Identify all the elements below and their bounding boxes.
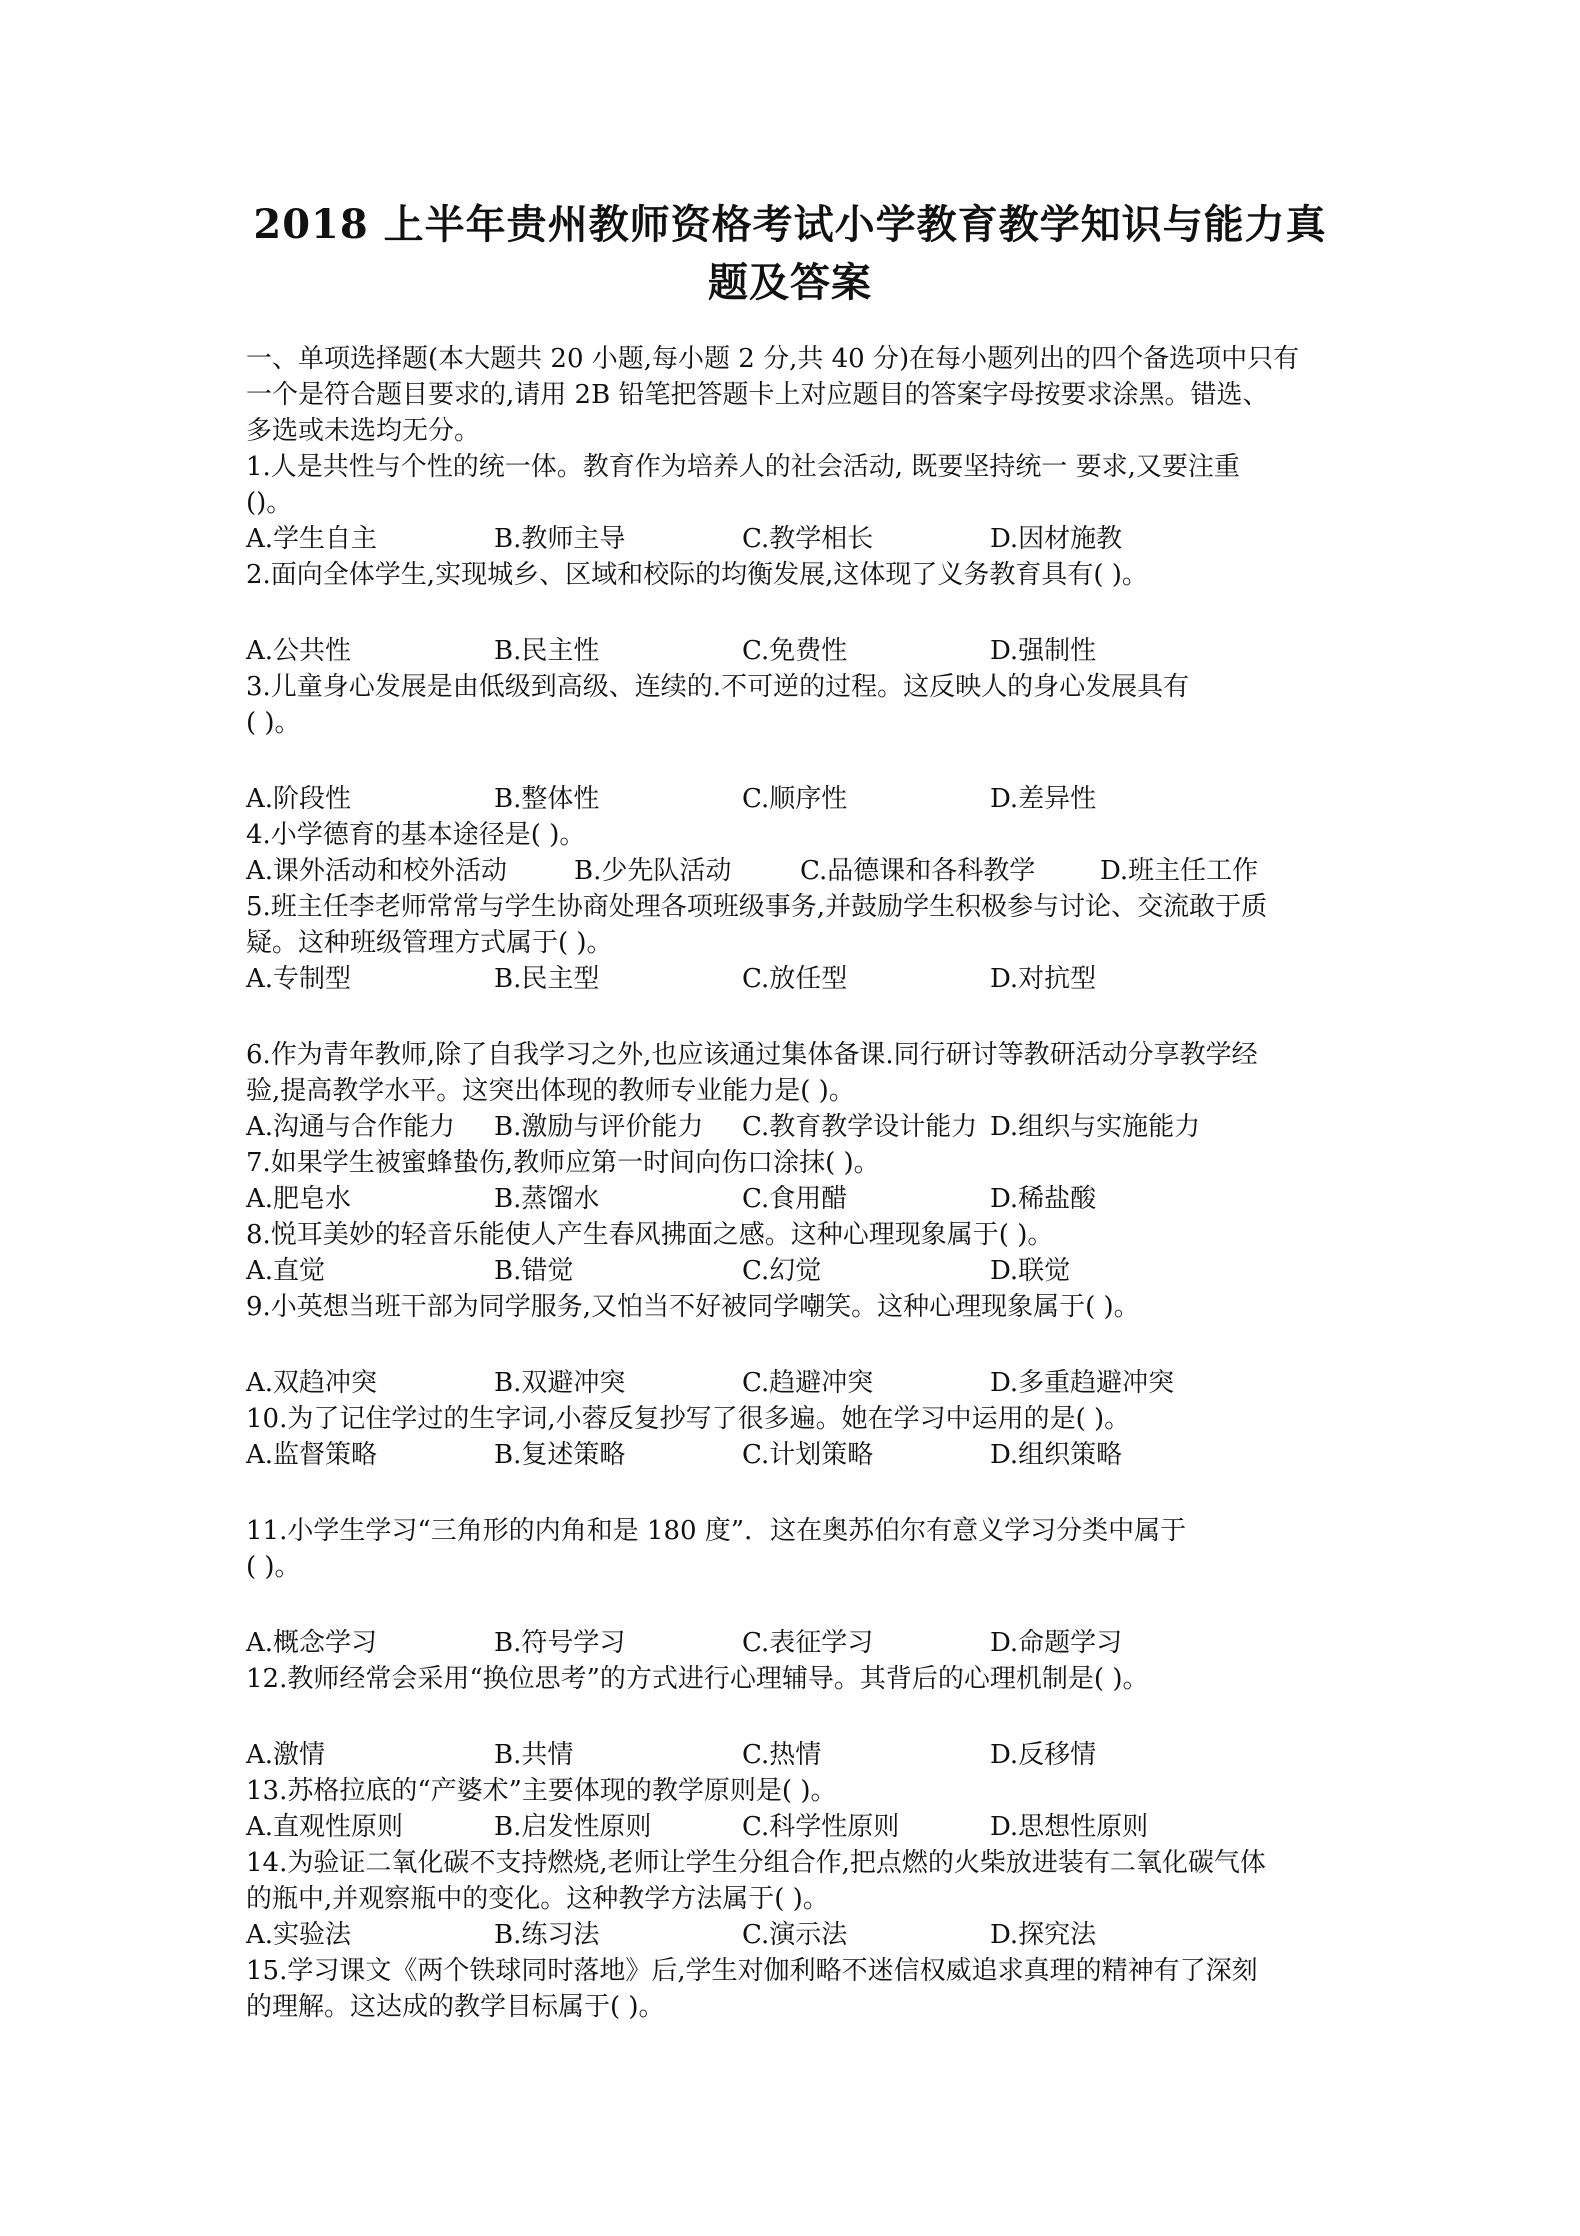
option-b: B.启发性原则 — [494, 1812, 652, 1842]
option-b: B.民主性 — [494, 636, 600, 666]
option-a: A.专制型 — [246, 964, 352, 994]
question-stem: 9.小英想当班干部为同学服务,又怕当不好被同学嘲笑。这种心理现象属于( )。 — [246, 1292, 1140, 1322]
option-a: A.激情 — [246, 1740, 326, 1770]
question-stem: 验,提高教学水平。这突出体现的教师专业能力是( )。 — [246, 1076, 855, 1106]
question-stem: 疑。这种班级管理方式属于( )。 — [246, 928, 613, 958]
option-b: B.少先队活动 — [574, 856, 732, 886]
option-c: C.热情 — [742, 1740, 822, 1770]
option-b: B.共情 — [494, 1740, 574, 1770]
option-d: D.稀盐酸 — [990, 1184, 1097, 1214]
title-line: 题及答案 — [708, 259, 872, 306]
option-d: D.命题学习 — [990, 1628, 1123, 1658]
option-c: C.演示法 — [742, 1920, 848, 1950]
option-c: C.趋避冲突 — [742, 1368, 874, 1398]
question-stem: 11.小学生学习“三角形的内角和是 180 度”．这在奥苏伯尔有意义学习分类中属于 — [246, 1516, 1187, 1546]
option-c: C.教育教学设计能力 — [742, 1112, 978, 1142]
option-d: D.反移情 — [990, 1740, 1097, 1770]
question-stem: 7.如果学生被蜜蜂蛰伤,教师应第一时间向伤口涂抹( )。 — [246, 1148, 880, 1178]
option-b: B.蒸馏水 — [494, 1184, 600, 1214]
option-d: D.探究法 — [990, 1920, 1097, 1950]
option-b: B.练习法 — [494, 1920, 600, 1950]
question-stem: 13.苏格拉底的“产婆术”主要体现的教学原则是( )。 — [246, 1776, 837, 1806]
page-title — [200, 196, 1380, 312]
option-a: A.课外活动和校外活动 — [246, 856, 508, 886]
option-b: B.教师主导 — [494, 524, 626, 554]
intro-line: 一、单项选择题(本大题共 20 小题,每小题 2 分,共 40 分)在每小题列出的四个备选项中只有 — [246, 344, 1300, 374]
option-c: C.免费性 — [742, 636, 848, 666]
option-c: C.顺序性 — [742, 784, 848, 814]
option-d: D.因材施教 — [990, 524, 1123, 554]
option-a: A.直觉 — [246, 1256, 326, 1286]
option-a: A.学生自主 — [246, 524, 378, 554]
option-a: A.实验法 — [246, 1920, 352, 1950]
intro-line: 多选或未选均无分。 — [246, 416, 481, 446]
option-a: A.阶段性 — [246, 784, 352, 814]
option-b: B.错觉 — [494, 1256, 574, 1286]
intro-line: 一个是符合题目要求的,请用 2B 铅笔把答题卡上对应题目的答案字母按要求涂黑。错选、 — [246, 380, 1269, 410]
question-stem: 12.教师经常会采用“换位思考”的方式进行心理辅导。其背后的心理机制是( )。 — [246, 1664, 1149, 1694]
option-c: C.食用醋 — [742, 1184, 848, 1214]
option-a: A.公共性 — [246, 636, 352, 666]
option-b: B.民主型 — [494, 964, 600, 994]
option-b: B.激励与评价能力 — [494, 1112, 704, 1142]
question-stem: 6.作为青年教师,除了自我学习之外,也应该通过集体备课.同行研讨等教研活动分享教学经 — [246, 1040, 1258, 1070]
option-b: B.符号学习 — [494, 1628, 626, 1658]
question-stem: ()。 — [246, 488, 293, 518]
option-c: C.表征学习 — [742, 1628, 874, 1658]
question-stem: 4.小学德育的基本途径是( )。 — [246, 820, 586, 850]
option-c: C.品德课和各科教学 — [800, 856, 1036, 886]
question-stem: ( )。 — [246, 708, 301, 738]
question-stem: 3.儿童身心发展是由低级到高级、连续的.不可逆的过程。这反映人的身心发展具有 — [246, 672, 1190, 702]
option-d: D.差异性 — [990, 784, 1097, 814]
option-d: D.班主任工作 — [1100, 856, 1259, 886]
option-b: B.复述策略 — [494, 1440, 626, 1470]
question-stem: 2.面向全体学生,实现城乡、区域和校际的均衡发展,这体现了义务教育具有( )。 — [246, 560, 1148, 590]
question-stem: 5.班主任李老师常常与学生协商处理各项班级事务,并鼓励学生积极参与讨论、交流敢于质 — [246, 892, 1268, 922]
option-b: B.整体性 — [494, 784, 600, 814]
option-c: C.科学性原则 — [742, 1812, 900, 1842]
option-d: D.多重趋避冲突 — [990, 1368, 1175, 1398]
option-c: C.幻觉 — [742, 1256, 822, 1286]
question-stem: 的理解。这达成的教学目标属于( )。 — [246, 1992, 665, 2022]
option-a: A.双趋冲突 — [246, 1368, 378, 1398]
option-c: C.放任型 — [742, 964, 848, 994]
question-stem: 10.为了记住学过的生字词,小蓉反复抄写了很多遍。她在学习中运用的是( )。 — [246, 1404, 1131, 1434]
option-a: A.监督策略 — [246, 1440, 378, 1470]
option-d: D.强制性 — [990, 636, 1097, 666]
option-a: A.直观性原则 — [246, 1812, 404, 1842]
question-stem: 14.为验证二氧化碳不支持燃烧,老师让学生分组合作,把点燃的火柴放进装有二氧化碳气体 — [246, 1848, 1266, 1878]
question-stem: 的瓶中,并观察瓶中的变化。这种教学方法属于( )。 — [246, 1884, 829, 1914]
question-stem: 1.人是共性与个性的统一体。教育作为培养人的社会活动, 既要坚持统一 要求,又要注重 — [246, 452, 1240, 482]
option-d: D.组织与实施能力 — [990, 1112, 1201, 1142]
option-b: B.双避冲突 — [494, 1368, 626, 1398]
question-stem: 15.学习课文《两个铁球同时落地》后,学生对伽利略不迷信权威追求真理的精神有了深刻 — [246, 1956, 1258, 1986]
option-a: A.沟通与合作能力 — [246, 1112, 456, 1142]
question-stem: 8.悦耳美妙的轻音乐能使人产生春风拂面之感。这种心理现象属于( )。 — [246, 1220, 1054, 1250]
option-d: D.思想性原则 — [990, 1812, 1149, 1842]
option-d: D.对抗型 — [990, 964, 1097, 994]
title-line: 2018 上半年贵州教师资格考试小学教育教学知识与能力真 — [253, 201, 1327, 248]
option-c: C.计划策略 — [742, 1440, 874, 1470]
option-c: C.教学相长 — [742, 524, 874, 554]
option-a: A.概念学习 — [246, 1628, 378, 1658]
option-a: A.肥皂水 — [246, 1184, 352, 1214]
question-stem: ( )。 — [246, 1552, 301, 1582]
option-d: D.组织策略 — [990, 1440, 1123, 1470]
option-d: D.联觉 — [990, 1256, 1071, 1286]
